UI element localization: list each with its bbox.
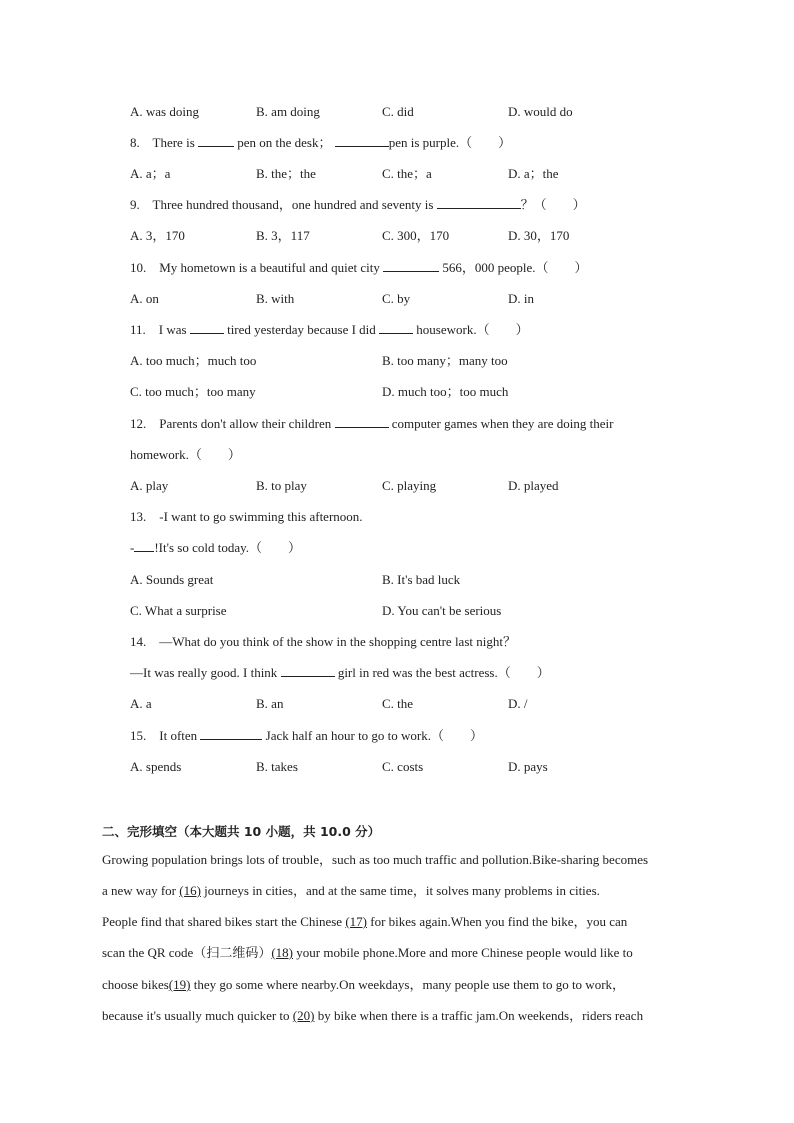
question-14 <box>130 633 516 651</box>
blank-number[interactable]: (16) <box>179 883 201 898</box>
option-c: C. too much；too many <box>130 384 256 399</box>
q13-options-row2 <box>130 602 730 620</box>
passage-line <box>102 1007 643 1025</box>
question-8 <box>130 134 511 152</box>
blank-number[interactable]: (17) <box>345 914 368 929</box>
answer-blank[interactable] <box>335 415 389 428</box>
option-b: B. takes <box>256 759 298 774</box>
option-a: A. Sounds great <box>130 572 214 587</box>
question-number: 15. <box>130 728 147 743</box>
q8-options <box>130 165 730 183</box>
passage-text: People find that shared bikes start the Chinese <box>102 914 346 929</box>
option-a: A. 3，170 <box>130 228 185 243</box>
answer-blank[interactable] <box>134 539 154 552</box>
option-c: C. costs <box>382 759 424 774</box>
question-text: -I want to go swimming this afternoon. <box>159 509 363 524</box>
q14-options <box>130 695 730 713</box>
question-11 <box>130 321 529 339</box>
answer-blank[interactable] <box>198 134 234 147</box>
option-c: C. playing <box>382 478 437 493</box>
passage-line <box>102 913 627 931</box>
q11-options-row1 <box>130 352 730 370</box>
option-d: D. You can't be serious <box>382 603 502 618</box>
question-12-line2: homework.（ ） <box>130 447 241 462</box>
option-a: A. a；a <box>130 166 171 181</box>
blank-number[interactable]: (20) <box>292 1008 315 1023</box>
passage-text: choose bikes <box>102 977 169 992</box>
answer-blank[interactable] <box>335 134 389 147</box>
option-b: B. an <box>256 696 284 711</box>
question-number: 14. <box>130 634 147 649</box>
answer-blank[interactable] <box>379 321 413 334</box>
question-text: pen on the desk； <box>237 135 332 150</box>
option-c: C. by <box>382 291 411 306</box>
question-10 <box>130 259 588 277</box>
option-d: D. / <box>508 696 528 711</box>
option-b: B. with <box>256 291 295 306</box>
question-13-line2 <box>130 539 301 557</box>
question-text: !It's so cold today.（ ） <box>154 540 301 555</box>
passage-text: a new way for <box>102 883 180 898</box>
option-b: B. too many；many too <box>382 353 508 368</box>
question-number: 11. <box>130 322 146 337</box>
blank-number[interactable]: (18) <box>271 945 294 960</box>
passage-text: journeys in cities，and at the same time，it solves many problems in cities. <box>200 883 600 898</box>
option-b: B. 3，117 <box>256 228 310 243</box>
answer-blank[interactable] <box>190 321 224 334</box>
blank-number[interactable]: (19) <box>168 977 191 992</box>
question-9 <box>130 196 586 214</box>
option-c: C. the <box>382 696 414 711</box>
passage-line <box>102 882 600 900</box>
passage-text: scan the QR code（扫二维码） <box>102 945 272 960</box>
question-text: 566，000 people.（ ） <box>442 260 588 275</box>
q7-options <box>130 103 730 121</box>
option-d: D. played <box>508 478 559 493</box>
question-text: computer games when they are doing their <box>391 416 614 431</box>
option-d: D. in <box>508 291 534 306</box>
option-c: C. did <box>382 104 414 119</box>
question-text: ？（ ） <box>520 197 586 212</box>
option-c: C. What a surprise <box>130 603 227 618</box>
q9-options <box>130 227 730 245</box>
question-14-line2 <box>130 664 550 682</box>
passage-line <box>102 944 633 962</box>
option-c: C. 300，170 <box>382 228 450 243</box>
q15-options <box>130 758 730 776</box>
answer-blank[interactable] <box>200 727 262 740</box>
dash: - <box>130 540 135 555</box>
passage-text: because it's usually much quicker to <box>102 1008 293 1023</box>
question-number: 10. <box>130 260 147 275</box>
option-b: B. to play <box>256 478 307 493</box>
question-text: —What do you think of the show in the shopping centre last night？ <box>159 634 516 649</box>
option-a: A. a <box>130 696 152 711</box>
question-text: There is <box>152 135 195 150</box>
q11-options-row2 <box>130 383 730 401</box>
passage-line <box>102 851 648 869</box>
question-text: Jack half an hour to go to work.（ ） <box>265 728 484 743</box>
question-text: I was <box>158 322 187 337</box>
option-d: D. much too；too much <box>382 384 509 399</box>
question-text: My hometown is a beautiful and quiet city <box>159 260 380 275</box>
question-text: girl in red was the best actress.（ ） <box>337 665 550 680</box>
q13-options-row1 <box>130 571 730 589</box>
passage-text: your mobile phone.More and more Chinese people would like to <box>293 945 633 960</box>
question-text: pen is purple.（ ） <box>388 135 512 150</box>
question-13 <box>130 508 363 526</box>
option-a: A. was doing <box>130 104 199 119</box>
answer-blank[interactable] <box>383 259 439 272</box>
question-number: 8. <box>130 135 140 150</box>
option-d: D. a；the <box>508 166 559 181</box>
option-a: A. too much；much too <box>130 353 257 368</box>
option-b: B. the；the <box>256 166 316 181</box>
question-text: housework.（ ） <box>416 322 529 337</box>
option-c: C. the；a <box>382 166 432 181</box>
q10-options <box>130 290 730 308</box>
q12-options <box>130 477 730 495</box>
passage-text: for bikes again.When you find the bike，you can <box>367 914 628 929</box>
question-15 <box>130 727 483 745</box>
question-text: Three hundred thousand，one hundred and seventy is <box>152 197 434 212</box>
option-b: B. am doing <box>256 104 320 119</box>
question-text: —It was really good. I think <box>130 665 278 680</box>
question-12 <box>130 415 613 433</box>
option-a: A. play <box>130 478 169 493</box>
option-b: B. It's bad luck <box>382 572 461 587</box>
question-number: 12. <box>130 416 147 431</box>
passage-line <box>102 976 625 994</box>
answer-blank[interactable] <box>281 664 335 677</box>
option-d: D. pays <box>508 759 548 774</box>
passage-text: they go some where nearby.On weekdays，many people use them to go to work， <box>190 977 626 992</box>
passage-text: by bike when there is a traffic jam.On weekends，riders reach <box>314 1008 644 1023</box>
question-number: 9. <box>130 197 140 212</box>
option-a: A. on <box>130 291 159 306</box>
question-text: It often <box>159 728 198 743</box>
question-number: 13. <box>130 509 147 524</box>
question-text: Parents don't allow their children <box>159 416 332 431</box>
section-title: 二、完形填空（本大题共 10 小题，共 10.0 分） <box>102 824 381 839</box>
answer-blank[interactable] <box>437 196 521 209</box>
option-a: A. spends <box>130 759 182 774</box>
question-text: tired yesterday because I did <box>227 322 376 337</box>
passage-text: Growing population brings lots of trouble，such as too much traffic and pollution.Bike-sharing becomes <box>102 852 649 867</box>
option-d: D. 30，170 <box>508 228 570 243</box>
option-d: D. would do <box>508 104 573 119</box>
